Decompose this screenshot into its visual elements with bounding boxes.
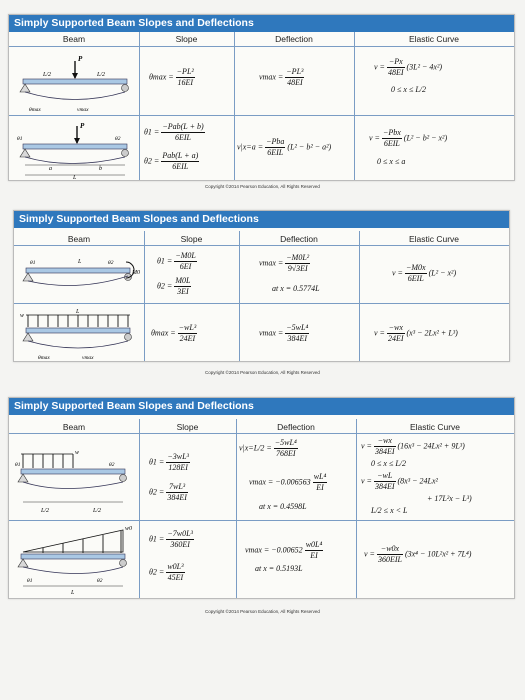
beam-diagram-uniform-load	[18, 305, 142, 361]
divider	[9, 520, 514, 521]
label-theta-1: θ1	[30, 260, 36, 266]
label-theta-2: θ2	[97, 578, 103, 584]
deflection-lhs: vmax =	[259, 328, 284, 338]
curve-formula	[374, 323, 458, 344]
curve-den: 6EIL	[407, 274, 424, 283]
curve-rest-2: (8x³ − 24Lx²	[397, 476, 438, 486]
curve-formula-1	[361, 436, 465, 457]
divider	[359, 231, 360, 361]
curve-num: −Pbx	[382, 128, 401, 137]
slope-lhs: θmax =	[149, 72, 174, 82]
beam-diagram-central-point-load	[15, 49, 135, 113]
curve-lhs: v =	[364, 549, 375, 559]
slope-den-1: 128EI	[168, 463, 188, 472]
divider	[356, 419, 357, 598]
curve-den: 48EI	[387, 68, 404, 77]
slope-den-1: 6EIL	[174, 133, 191, 142]
slope-formula-1	[157, 251, 197, 272]
curve-num-2: −wL	[374, 471, 396, 482]
slope-num-1: −Pab(L + b)	[162, 122, 204, 131]
curve-lhs: v =	[392, 268, 403, 278]
deflection-num: −Pba	[266, 137, 285, 146]
divider	[139, 419, 140, 598]
deflection-lhs: vmax =	[259, 258, 284, 268]
panel-title: Simply Supported Beam Slopes and Deflections	[9, 15, 514, 32]
slope-num-2: Pab(L + a)	[162, 151, 199, 160]
deflection-num-1: −5wL⁴	[274, 438, 297, 447]
deflection-lhs: vmax =	[259, 72, 284, 82]
header-deflection: Deflection	[280, 234, 318, 244]
panel-title: Simply Supported Beam Slopes and Deflections	[14, 211, 509, 228]
slope-num-2: w0L³	[167, 562, 184, 571]
slope-lhs: θmax =	[151, 328, 176, 338]
deflection-formula	[259, 323, 309, 344]
slope-formula-1	[144, 122, 205, 143]
curve-formula	[369, 128, 447, 149]
slope-num-1: −3wL³	[167, 452, 189, 461]
deflection-num: −5wL⁴	[286, 323, 309, 332]
label-p: P	[80, 122, 85, 130]
curve-rest: (3x⁴ − 10L²x² + 7L⁴)	[404, 549, 472, 559]
deflection-lhs-2: vmax = −0.006563	[249, 477, 311, 487]
curve-formula	[392, 263, 456, 284]
slope-lhs-2: θ2 =	[149, 487, 165, 497]
header-slope: Slope	[180, 234, 203, 244]
slope-den-1: 6EI	[179, 262, 192, 271]
label-l-half-left: L/2	[43, 72, 52, 78]
copyright-notice: Copyright ©2014 Pearson Education, All Rights Reserved	[205, 184, 320, 189]
curve-num: −wx	[388, 323, 403, 332]
slope-num-1: −M0L	[175, 251, 196, 260]
label-theta-max: θmax	[29, 107, 41, 113]
header-elastic-curve: Elastic Curve	[408, 234, 460, 244]
label-theta-1: θ1	[27, 578, 33, 584]
deflection-num: −PL³	[286, 67, 304, 76]
label-v-max: vmax	[77, 107, 89, 113]
label-a: a	[49, 166, 52, 172]
divider	[9, 115, 514, 116]
label-theta-2: θ2	[115, 136, 121, 142]
deflection-den: 48EI	[287, 78, 303, 87]
header-elastic-curve: Elastic Curve	[408, 34, 460, 44]
slope-lhs-2: θ2 =	[149, 567, 165, 577]
deflection-rest: (L² − b² − a²)	[287, 142, 332, 152]
divider	[236, 419, 237, 598]
curve-rest: (x³ − 2Lx² + L³)	[406, 328, 458, 338]
deflection-den: 6EIL	[267, 148, 284, 157]
label-l: L	[78, 259, 82, 265]
divider	[14, 303, 509, 304]
label-theta-max: θmax	[38, 355, 50, 361]
beam-diagram-half-uniform-load	[13, 440, 137, 516]
slope-den-2: 45EI	[167, 573, 184, 582]
deflection-lhs-1: v|x=L/2 =	[239, 443, 272, 453]
header-beam: Beam	[62, 422, 86, 432]
header-elastic-curve: Elastic Curve	[409, 422, 461, 432]
copyright-notice: Copyright ©2014 Pearson Education, All Rights Reserved	[205, 370, 320, 375]
divider	[9, 433, 514, 434]
curve-rest-1: (16x³ − 24Lx² + 9L³)	[397, 441, 465, 451]
curve-den: 24EI	[387, 334, 404, 343]
deflection-den: 384EI	[287, 334, 308, 343]
label-l: L	[71, 590, 75, 596]
panel-title: Simply Supported Beam Slopes and Deflections	[9, 398, 514, 415]
divider	[144, 231, 145, 361]
label-w: w	[20, 313, 25, 319]
curve-lhs-2: v =	[361, 476, 372, 486]
label-m0: M0	[132, 270, 140, 276]
label-theta-2: θ2	[109, 462, 115, 468]
beam-diagram-offset-point-load	[15, 118, 135, 180]
deflection-location: at x = 0.4598L	[259, 502, 307, 511]
deflection-lhs: vmax = −0.00652	[245, 545, 303, 555]
curve-range: 0 ≤ x ≤ L/2	[391, 85, 427, 94]
curve-lhs: v =	[369, 133, 380, 143]
table-panel-1	[8, 14, 515, 181]
label-l-half-right: L/2	[93, 508, 102, 514]
slope-formula-1	[149, 529, 194, 550]
curve-lhs: v =	[374, 328, 385, 338]
beam-diagram-triangular-load	[13, 522, 137, 596]
beam-diagram-end-moment	[18, 248, 142, 302]
divider	[139, 32, 140, 180]
label-l: L	[76, 309, 80, 315]
label-theta-1: θ1	[15, 462, 21, 468]
header-slope: Slope	[176, 422, 199, 432]
slope-den-1: 360EI	[170, 540, 190, 549]
deflection-formula	[259, 67, 304, 88]
deflection-lhs: v|x=a =	[237, 142, 264, 152]
deflection-den-2: EI	[316, 483, 324, 492]
curve-rest-3: + 17L²x − L³)	[427, 494, 472, 503]
slope-den: 24EI	[179, 334, 196, 343]
table-panel-2	[13, 210, 510, 362]
header-slope: Slope	[175, 34, 198, 44]
slope-lhs-1: θ1 =	[149, 534, 165, 544]
deflection-formula	[259, 253, 310, 274]
curve-formula-2	[361, 471, 438, 492]
slope-formula	[151, 323, 197, 344]
label-w: w	[75, 450, 80, 456]
slope-lhs-1: θ1 =	[157, 256, 173, 266]
curve-lhs-1: v =	[361, 441, 372, 451]
curve-range: 0 ≤ x ≤ a	[377, 157, 406, 166]
curve-den: 360EIL	[377, 555, 402, 564]
label-b: b	[99, 166, 102, 172]
curve-num-1: −wx	[374, 436, 396, 447]
slope-formula-2	[144, 151, 199, 172]
copyright-notice: Copyright ©2014 Pearson Education, All Rights Reserved	[205, 609, 320, 614]
deflection-formula	[245, 540, 323, 561]
header-beam: Beam	[67, 234, 91, 244]
curve-den-2: 384EI	[374, 482, 395, 491]
divider	[354, 32, 355, 180]
slope-formula-1	[149, 452, 190, 473]
slope-lhs-2: θ2 =	[157, 281, 173, 291]
slope-formula-2	[157, 276, 191, 297]
label-v-max: vmax	[82, 355, 94, 361]
header-deflection: Deflection	[277, 422, 315, 432]
deflection-den: 9√3EI	[287, 264, 308, 273]
deflection-num: −M0L²	[286, 253, 310, 262]
slope-formula-2	[149, 482, 188, 503]
label-theta-2: θ2	[108, 260, 114, 266]
curve-formula	[364, 544, 471, 565]
curve-den-1: 384EI	[374, 447, 395, 456]
label-p: P	[78, 55, 83, 63]
header-beam: Beam	[62, 34, 86, 44]
slope-num-2: M0L	[175, 276, 191, 285]
table-panel-3	[8, 397, 515, 599]
slope-den-2: 6EIL	[172, 162, 189, 171]
deflection-formula-2	[249, 472, 327, 493]
slope-num: −wL³	[178, 323, 197, 332]
deflection-location: at x = 0.5774L	[272, 284, 320, 293]
slope-num-2: 7wL³	[166, 482, 188, 493]
slope-formula	[149, 67, 195, 88]
deflection-den-1: 768EI	[275, 449, 296, 458]
divider	[14, 245, 509, 246]
slope-num-1: −7w0L³	[167, 529, 193, 538]
curve-formula	[374, 57, 442, 78]
curve-num: −M0x	[405, 263, 426, 272]
deflection-formula	[237, 137, 331, 158]
divider	[239, 231, 240, 361]
curve-rest: (L² − x²)	[428, 268, 457, 278]
slope-den: 16EI	[177, 78, 193, 87]
slope-lhs-1: θ1 =	[144, 127, 160, 137]
deflection-formula-1	[239, 438, 298, 459]
slope-lhs-1: θ1 =	[149, 457, 165, 467]
slope-num: −PL²	[176, 67, 194, 76]
curve-rest: (3L² − 4x²)	[406, 62, 443, 72]
curve-rest: (L² − b² − x²)	[403, 133, 448, 143]
curve-num: −w0x	[377, 544, 403, 555]
slope-den-2: 384EI	[167, 493, 187, 502]
curve-range-2: L/2 ≤ x < L	[371, 506, 408, 515]
header-deflection: Deflection	[275, 34, 313, 44]
deflection-num: w0L⁴	[305, 540, 323, 549]
label-l: L	[73, 175, 77, 180]
slope-formula-2	[149, 562, 185, 583]
curve-num: −Px	[388, 57, 403, 66]
divider	[9, 46, 514, 47]
deflection-location: at x = 0.5193L	[255, 564, 303, 573]
divider	[234, 32, 235, 180]
label-theta-1: θ1	[17, 136, 23, 142]
curve-lhs: v =	[374, 62, 385, 72]
slope-lhs-2: θ2 =	[144, 156, 160, 166]
label-l-half-right: L/2	[97, 72, 106, 78]
deflection-den: EI	[310, 551, 318, 560]
curve-range-1: 0 ≤ x ≤ L/2	[371, 459, 407, 468]
slope-den-2: 3EI	[177, 287, 189, 296]
label-w0: w0	[125, 526, 133, 532]
label-l-half-left: L/2	[41, 508, 50, 514]
curve-den: 6EIL	[383, 139, 400, 148]
deflection-num-2: wL⁴	[313, 472, 327, 481]
